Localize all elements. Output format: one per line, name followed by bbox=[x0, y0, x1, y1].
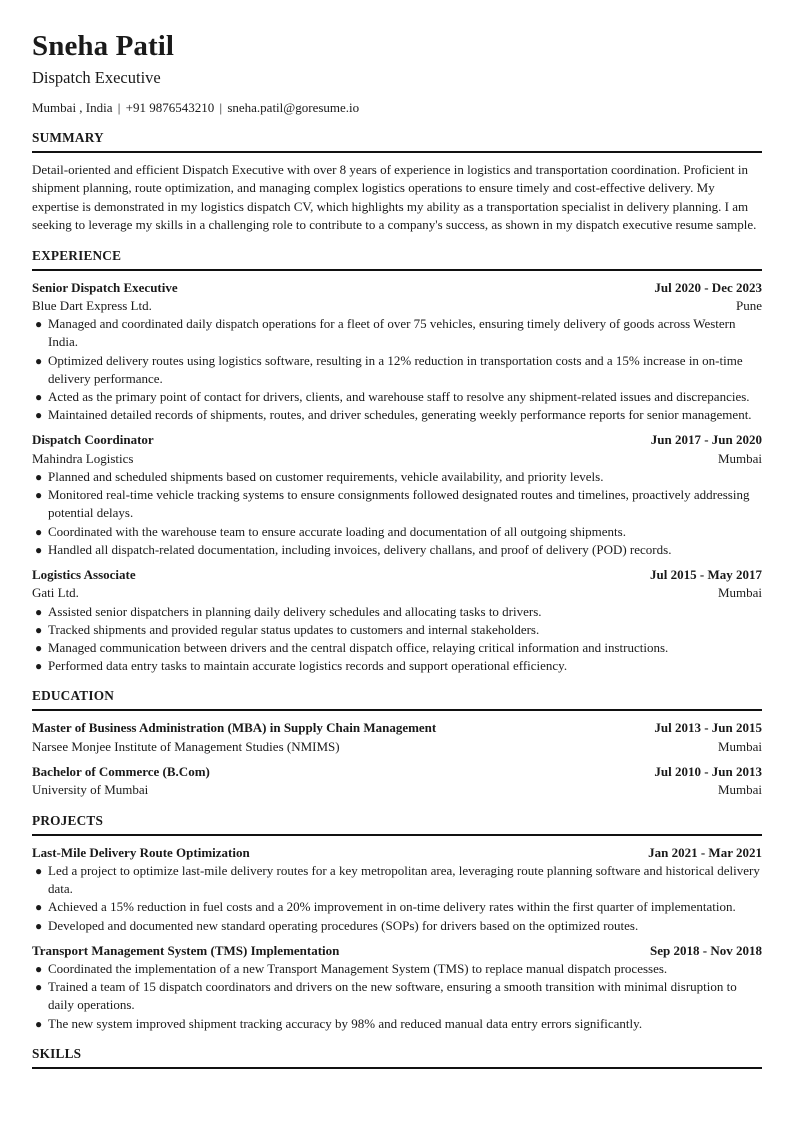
job-role: Senior Dispatch Executive bbox=[32, 279, 178, 295]
bullet-item bbox=[32, 862, 762, 898]
bullet-text: Developed and documented new standard operating procedures (SOPs) for drivers based on the optimized routes. bbox=[48, 917, 639, 933]
bullet-icon: ● bbox=[35, 659, 43, 674]
bullet-item bbox=[32, 960, 762, 978]
job-company: Mahindra Logistics bbox=[32, 450, 134, 466]
education-entry bbox=[32, 719, 762, 756]
job-company: Gati Ltd. bbox=[32, 585, 79, 601]
section-heading: EDUCATION bbox=[32, 687, 762, 711]
bullet-text: Assisted senior dispatchers in planning daily delivery schedules and allocating tasks to drivers. bbox=[48, 603, 542, 619]
bullet-text: Tracked shipments and provided regular status updates to customers and internal stakeholders. bbox=[48, 621, 540, 637]
job-location: Pune bbox=[736, 297, 762, 313]
project-entry bbox=[32, 844, 762, 935]
job-dates: Jul 2020 - Dec 2023 bbox=[654, 279, 762, 295]
section-heading: SUMMARY bbox=[32, 129, 762, 153]
bullet-item bbox=[32, 352, 762, 388]
bullet-icon: ● bbox=[35, 604, 43, 619]
project-dates: Sep 2018 - Nov 2018 bbox=[650, 942, 762, 958]
project-name: Transport Management System (TMS) Implementation bbox=[32, 942, 340, 958]
experience-section bbox=[32, 247, 762, 676]
contact-separator: | bbox=[219, 100, 226, 115]
school-name: University of Mumbai bbox=[32, 782, 149, 798]
summary-section bbox=[32, 129, 762, 235]
bullet-icon: ● bbox=[35, 408, 43, 423]
bullet-icon: ● bbox=[35, 622, 43, 637]
bullet-text: Led a project to optimize last-mile delivery routes for a key metropolitan area, leveraging route planning software and historical delivery data. bbox=[48, 862, 760, 897]
summary-text: Detail-oriented and efficient Dispatch Executive with over 8 years of experience in logistics and transportation coordination. Proficient in shipment planning, route optimization, and managing complex logistics operations to ensure timely and cost-effective delivery. My expertise is demonstrated in my logistics dispatch CV, which highlights my ability as a transportation specialist in delivery planning. I am seeking to leverage my skills in a challenging role to contribute to a company's success, as shown in my dispatch executive resume sample. bbox=[32, 162, 757, 233]
job-dates: Jul 2015 - May 2017 bbox=[650, 567, 762, 583]
contact-separator: | bbox=[117, 100, 124, 115]
bullet-item bbox=[32, 406, 762, 424]
education-dates: Jul 2010 - Jun 2013 bbox=[654, 764, 762, 780]
project-entry bbox=[32, 942, 762, 1033]
bullet-text: Monitored real-time vehicle tracking systems to ensure consignments followed designated routes and timelines, proactively addressing potential delays. bbox=[48, 487, 750, 521]
school-name: Narsee Monjee Institute of Management Studies (NMIMS) bbox=[32, 738, 340, 754]
bullet-text: Maintained detailed records of shipments, routes, and driver schedules, generating weekly performance reports for senior management. bbox=[48, 407, 752, 423]
bullet-text: Planned and scheduled shipments based on customer requirements, vehicle availability, and priority levels. bbox=[48, 469, 604, 485]
bullet-text: Handled all dispatch-related documentation, including invoices, delivery challans, and proof of delivery (POD) records. bbox=[48, 541, 672, 557]
candidate-title: Dispatch Executive bbox=[32, 68, 161, 87]
candidate-name: Sneha Patil bbox=[32, 30, 175, 62]
skills-section bbox=[32, 1045, 762, 1069]
bullet-item bbox=[32, 657, 762, 675]
bullet-item bbox=[32, 523, 762, 541]
bullet-icon: ● bbox=[35, 317, 43, 332]
contact-email: sneha.patil@goresume.io bbox=[227, 100, 360, 115]
bullet-text: Coordinated with the warehouse team to ensure accurate loading and documentation of all outgoing shipments. bbox=[48, 523, 626, 539]
education-section bbox=[32, 687, 762, 799]
bullet-text: Coordinated the implementation of a new Transport Management System (TMS) to replace manual dispatch processes. bbox=[48, 961, 668, 977]
job-company: Blue Dart Express Ltd. bbox=[32, 297, 152, 313]
project-dates: Jan 2021 - Mar 2021 bbox=[648, 844, 762, 860]
resume-header bbox=[32, 28, 762, 117]
bullet-text: Achieved a 15% reduction in fuel costs and a 20% improvement in on-time delivery rates within the first quarter of implementation. bbox=[48, 899, 736, 915]
bullet-text: Optimized delivery routes using logistics software, resulting in a 12% reduction in transportation costs and a 15% increase in on-time delivery performance. bbox=[48, 352, 743, 386]
bullet-icon: ● bbox=[35, 1016, 43, 1031]
bullet-icon: ● bbox=[35, 918, 43, 933]
degree-name: Master of Business Administration (MBA) in Supply Chain Management bbox=[32, 720, 437, 736]
bullet-item bbox=[32, 639, 762, 657]
bullet-icon: ● bbox=[35, 390, 43, 405]
bullet-item bbox=[32, 541, 762, 559]
project-name: Last-Mile Delivery Route Optimization bbox=[32, 844, 250, 860]
experience-entry bbox=[32, 279, 762, 425]
contact-line bbox=[32, 99, 762, 117]
bullet-item bbox=[32, 621, 762, 639]
bullet-icon: ● bbox=[35, 488, 43, 503]
job-role: Logistics Associate bbox=[32, 567, 136, 583]
job-dates: Jun 2017 - Jun 2020 bbox=[650, 432, 762, 448]
bullet-icon: ● bbox=[35, 980, 43, 995]
projects-section bbox=[32, 812, 762, 1033]
school-location: Mumbai bbox=[717, 738, 762, 754]
school-location: Mumbai bbox=[717, 782, 762, 798]
degree-name: Bachelor of Commerce (B.Com) bbox=[32, 764, 210, 780]
job-location: Mumbai bbox=[717, 585, 762, 601]
bullet-text: The new system improved shipment tracking accuracy by 98% and reduced manual data entry errors significantly. bbox=[48, 1015, 643, 1031]
experience-entry bbox=[32, 431, 762, 559]
bullet-icon: ● bbox=[35, 900, 43, 915]
bullet-icon: ● bbox=[35, 863, 43, 878]
bullet-item bbox=[32, 486, 762, 522]
bullet-item bbox=[32, 898, 762, 916]
bullet-text: Acted as the primary point of contact for drivers, clients, and warehouse staff to resolve any shipment-related issues and discrepancies. bbox=[48, 389, 750, 405]
bullet-item bbox=[32, 315, 762, 351]
bullet-icon: ● bbox=[35, 962, 43, 977]
job-location: Mumbai bbox=[717, 450, 762, 466]
bullet-icon: ● bbox=[35, 542, 43, 557]
bullet-item bbox=[32, 603, 762, 621]
bullet-text: Managed and coordinated daily dispatch operations for a fleet of over 75 vehicles, ensuring timely delivery of goods across Western India. bbox=[48, 316, 736, 350]
bullet-text: Trained a team of 15 dispatch coordinators and drivers on the new software, ensuring a smooth transition with minimal disruption to daily operations. bbox=[48, 979, 737, 1013]
bullet-icon: ● bbox=[35, 524, 43, 539]
bullet-item bbox=[32, 1015, 762, 1033]
education-entry bbox=[32, 763, 762, 800]
bullet-text: Performed data entry tasks to maintain accurate logistics records and support operational efficiency. bbox=[48, 658, 568, 674]
contact-phone: +91 9876543210 bbox=[125, 100, 215, 115]
contact-location: Mumbai , India bbox=[32, 100, 113, 115]
bullet-item bbox=[32, 978, 762, 1014]
job-role: Dispatch Coordinator bbox=[32, 432, 154, 448]
bullet-text: Managed communication between drivers and the central dispatch office, relaying critical information and instructions. bbox=[48, 640, 669, 656]
bullet-item bbox=[32, 917, 762, 935]
bullet-icon: ● bbox=[35, 641, 43, 656]
bullet-icon: ● bbox=[35, 353, 43, 368]
bullet-icon: ● bbox=[35, 470, 43, 485]
section-heading: EXPERIENCE bbox=[32, 247, 762, 271]
experience-entry bbox=[32, 566, 762, 675]
section-heading: SKILLS bbox=[32, 1045, 762, 1069]
bullet-item bbox=[32, 468, 762, 486]
bullet-item bbox=[32, 388, 762, 406]
education-dates: Jul 2013 - Jun 2015 bbox=[654, 720, 762, 736]
section-heading: PROJECTS bbox=[32, 812, 762, 836]
